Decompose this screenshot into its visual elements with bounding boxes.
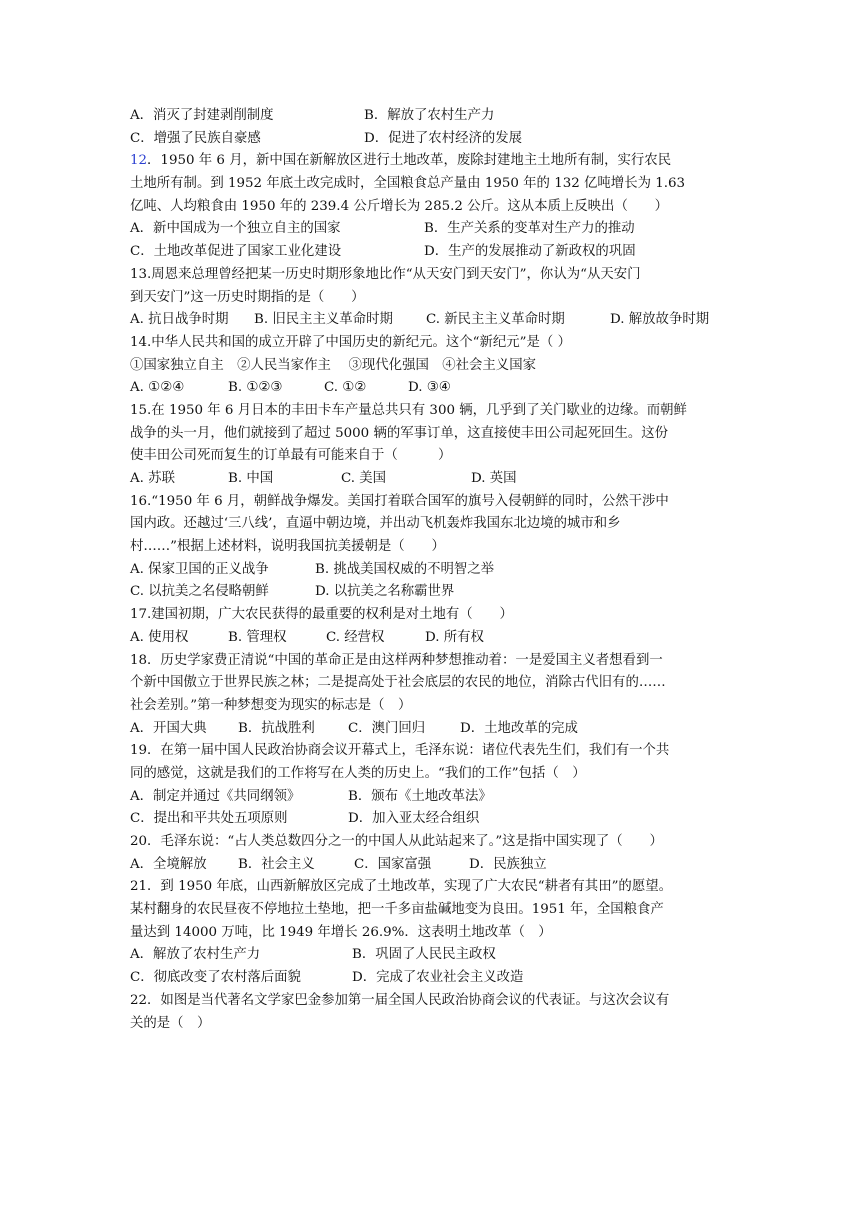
q12-stem-line-2: 土地所有制。到 1952 年底土改完成时，全国粮食总产量由 1950 年的 132 亿吨增长为 1.63 [130, 176, 686, 192]
q18-option-c: C．澳门回归 [348, 720, 426, 736]
q16-option-d: D. 以抗美之名称霸世界 [315, 584, 455, 600]
q15-stem-line-2: 战争的头一月，他们就接到了超过 5000 辆的军事订单，这直接使丰田公司起死回生。这份 [130, 425, 669, 441]
q11-option-d: D．促进了农村经济的发展 [364, 130, 523, 146]
q13-stem-line-1: 13.周恩来总理曾经把某一历史时期形象地比作“从天安门到天安门”，你认为“从天安门 [130, 266, 641, 282]
q12-option-a: A．新中国成为一个独立自主的国家 [130, 221, 341, 237]
q19-stem-line-1: 19．在第一届中国人民政治协商会议开幕式上，毛泽东说：诸位代表先生们，我们有一个共 [130, 743, 670, 759]
q18-stem-line-3: 社会差别。”第一种梦想变为现实的标志是（ ） [130, 697, 412, 713]
q15-option-d: D. 英国 [471, 471, 517, 486]
q11-options-row-2 [130, 128, 734, 151]
q12-stem-line-3: 亿吨、人均粮食由 1950 年的 239.4 公斤增长为 285.2 公斤。这从本质上反映出（ ） [130, 198, 669, 214]
q17-option-d: D. 所有权 [425, 629, 484, 645]
q13-stem-line-2: 到天安门”这一历史时期指的是（ ） [130, 289, 365, 305]
q11-option-b: B．解放了农村生产力 [364, 108, 495, 123]
q12-stem-text-1: ．1950 年 6 月，新中国在新解放区进行土地改革，废除封建地主土地所有制，实行农民 [147, 153, 672, 169]
q19-options-row-2 [130, 808, 734, 831]
q15-stem-line-3: 使丰田公司死而复生的订单最有可能来自于（ ） [130, 448, 452, 464]
q21-option-b: B．巩固了人民民主政权 [352, 947, 496, 963]
q16-option-b: B. 挑战美国权威的不明智之举 [315, 561, 495, 577]
q18-stem-line-1: 18．历史学家费正清说“中国的革命正是由这样两种梦想推动着：一是爱国主义者想看到一 [130, 652, 663, 668]
q19-option-d: D．加入亚太经合组织 [348, 811, 480, 827]
q18-option-a: A．开国大典 [130, 720, 207, 736]
q13-option-b: B. 旧民主主义革命时期 [254, 312, 393, 328]
q19-stem-line-2: 同的感觉，这就是我们的工作将写在人类的历史上。“我们的工作”包括（ ） [130, 765, 586, 781]
q18-option-d: D．土地改革的完成 [460, 720, 578, 736]
q22-stem-line-1: 22．如图是当代著名文学家巴金参加第一届全国人民政治协商会议的代表证。与这次会议有 [130, 992, 670, 1008]
q18-options-row [130, 718, 734, 741]
q14-option-d: D. ③④ [408, 380, 451, 396]
q17-options-row [130, 627, 734, 650]
q17-option-b: B. 管理权 [228, 629, 287, 645]
q18-option-b: B．抗战胜利 [238, 720, 315, 736]
q16-option-c: C. 以抗美之名侵略朝鲜 [130, 584, 269, 600]
q18-stem-line-2: 个新中国傲立于世界民族之林；二是提高处于社会底层的农民的地位，消除古代旧有的…… [130, 675, 666, 691]
q20-stem-line-1: 20．毛泽东说：“占人类总数四分之一的中国人从此站起来了。”这是指中国实现了（ ） [130, 834, 663, 849]
q21-options-row-1 [130, 944, 734, 967]
q21-stem-line-2: 某村翻身的农民昼夜不停地拉土垫地，把一千多亩盐碱地变为良田。1951 年，全国粮食产 [130, 902, 664, 918]
q14-option-c: C. ①② [324, 380, 367, 396]
q21-option-a: A．解放了农村生产力 [130, 947, 261, 963]
q14-option-a: A. ①②④ [130, 380, 185, 396]
q12-option-b: B．生产关系的变革对生产力的推动 [424, 221, 635, 237]
q12-options-row-1 [130, 218, 734, 241]
q14-stem-line-2: ①国家独立自主 ②人民当家作主 ③现代化强国 ④社会主义国家 [130, 357, 536, 373]
q15-stem-line-1: 15.在 1950 年 6 月日本的丰田卡车产量总共只有 300 辆，几乎到了关门歇业的边缘。而朝鲜 [130, 402, 687, 418]
q20-option-a: A．全境解放 [130, 856, 207, 872]
q11-options-row-1 [130, 105, 734, 128]
q22-stem-line-2: 关的是（ ） [130, 1015, 211, 1031]
exam-page [130, 105, 734, 1035]
q16-stem-line-3: 村……”根据上述材料，说明我国抗美援朝是（ ） [130, 539, 445, 555]
q17-option-a: A. 使用权 [130, 629, 189, 645]
q12-number: 12 [130, 153, 148, 169]
q16-options-row-1 [130, 559, 734, 582]
q19-options-row-1 [130, 786, 734, 809]
q12-option-d: D．生产的发展推动了新政权的巩固 [424, 244, 636, 260]
q19-option-a: A．制定并通过《共同纲领》 [130, 788, 301, 804]
q17-stem-line-1: 17.建国初期，广大农民获得的最重要的权利是对土地有（ ） [130, 607, 513, 623]
q16-options-row-2 [130, 581, 734, 604]
q11-option-a: A．消灭了封建剥削制度 [130, 108, 274, 123]
q12-options-row-2 [130, 241, 734, 264]
q16-option-a: A. 保家卫国的正义战争 [130, 561, 269, 577]
q21-option-d: D．完成了农业社会主义改造 [352, 970, 524, 986]
q11-option-c: C．增强了民族自豪感 [130, 130, 261, 146]
q20-option-b: B．社会主义 [238, 856, 315, 872]
q13-option-c: C. 新民主主义革命时期 [426, 312, 565, 328]
q15-option-c: C. 美国 [341, 471, 387, 486]
q15-option-a: A. 苏联 [130, 471, 175, 486]
q19-option-b: B．颁布《土地改革法》 [348, 788, 492, 804]
q14-options-row [130, 377, 734, 400]
q12-stem-line-1 [130, 150, 734, 173]
q15-options-row [130, 468, 734, 491]
q13-option-d: D. 解放故争时期 [610, 312, 710, 328]
q12-option-c: C．土地改革促进了国家工业化建设 [130, 244, 342, 260]
q21-stem-line-3: 量达到 14000 万吨，比 1949 年增长 26.9%．这表明土地改革（ ） [130, 924, 552, 940]
q20-option-c: C．国家富强 [354, 856, 432, 872]
q14-option-b: B. ①②③ [228, 380, 283, 396]
q17-option-c: C. 经营权 [326, 629, 385, 645]
q20-options-row [130, 854, 734, 877]
q21-stem-line-1: 21．到 1950 年底，山西新解放区完成了土地改革，实现了广大农民“耕者有其田”的愿望。 [130, 879, 672, 895]
q13-option-a: A. 抗日战争时期 [130, 312, 229, 328]
q21-options-row-2 [130, 967, 734, 990]
q13-options-row [130, 309, 734, 332]
q16-stem-line-2: 国内政。还越过‘三八线’，直逼中朝边境，并出动飞机轰炸我国东北边境的城市和乡 [130, 516, 621, 532]
q20-option-d: D．民族独立 [469, 856, 547, 872]
q21-option-c: C．彻底改变了农村落后面貌 [130, 970, 301, 986]
q14-stem-line-1: 14.中华人民共和国的成立开辟了中国历史的新纪元。这个“新纪元”是（ ） [130, 334, 571, 350]
q19-option-c: C．提出和平共处五项原则 [130, 811, 288, 827]
q15-option-b: B. 中国 [228, 471, 274, 486]
q16-stem-line-1: 16.“1950 年 6 月，朝鲜战争爆发。美国打着联合国军的旗号入侵朝鲜的同时，公然干涉中 [130, 493, 669, 509]
